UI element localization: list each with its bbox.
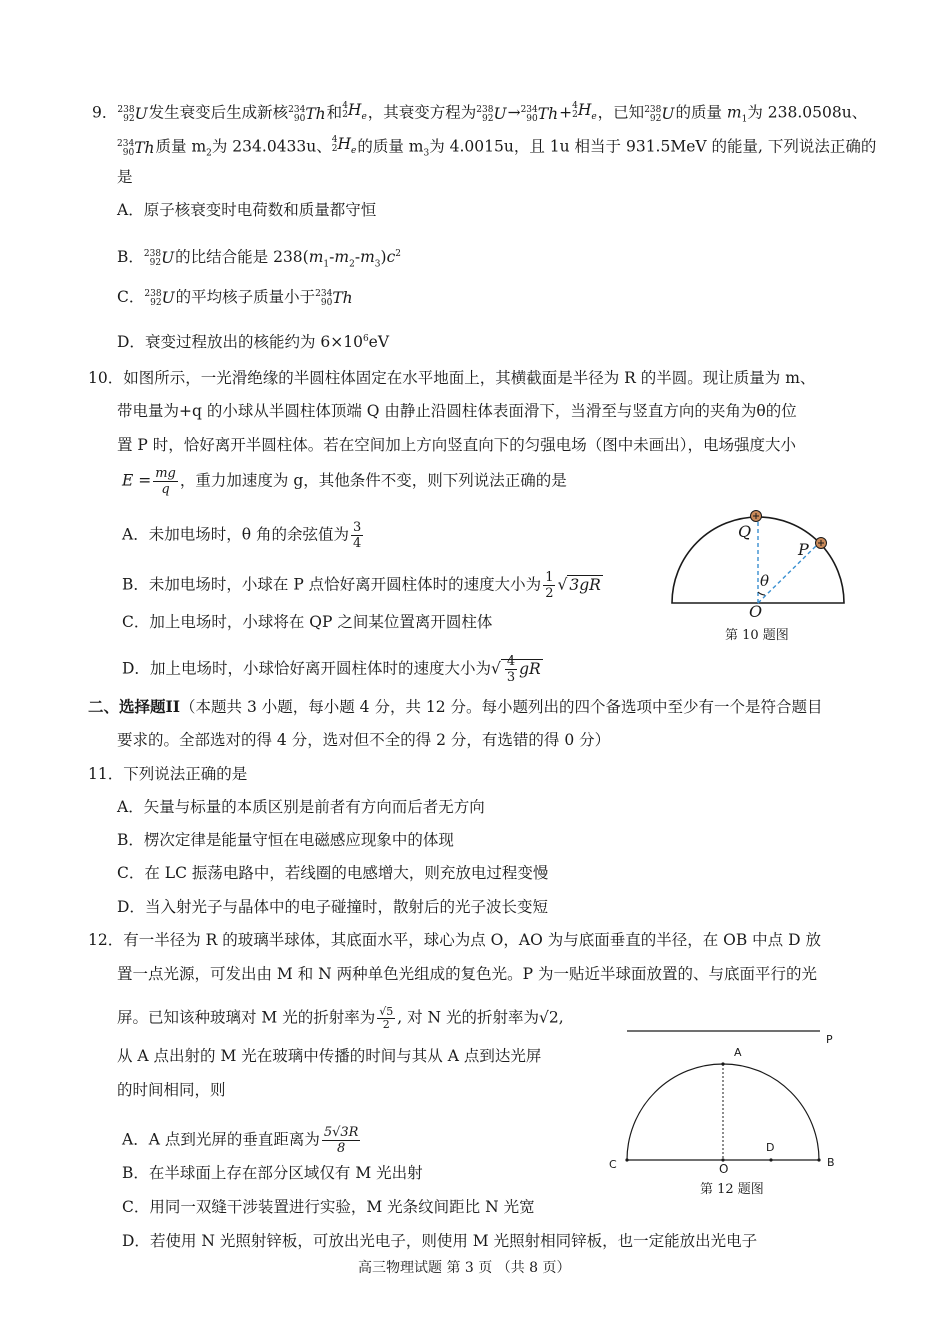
q12-option-b: B．在半球面上存在部分区域仅有 M 光出射 <box>122 1164 423 1182</box>
figure-12-hemisphere <box>620 1025 840 1165</box>
q10-line2: 带电量为+q 的小球从半圆柱体顶端 Q 由静止沿圆柱体表面滑下，当滑至与竖直方向的夹角为θ的位 <box>117 402 797 420</box>
figure-12-label-c: C <box>609 1158 617 1171</box>
figure-10-label-q: Q <box>738 522 752 541</box>
section-2-line2: 要求的。全部选对的得 4 分，选对但不全的得 2 分，有选错的得 0 分） <box>117 731 611 749</box>
question-number: 9． <box>92 103 118 122</box>
q9-line3: 是 <box>117 168 133 186</box>
q9-line1: 9． 238 92 U发生衰变后生成新核 234 90 Th和 4 2 $H_e$，其衰变方程为 238 92 U→ 234 90 Th+ 4 2 $H_e$，已知 238 92 U的质量 $m_1$为 238.0508u、 <box>92 100 867 130</box>
q10-option-c: C．加上电场时，小球将在 QP 之间某位置离开圆柱体 <box>122 613 493 631</box>
q12-option-a: A．A 点到光屏的垂直距离为 $\frac{5√3R}{8}$ <box>122 1125 359 1156</box>
figure-10-label-o: O <box>749 602 763 621</box>
point-c-icon <box>625 1158 628 1161</box>
figure-12-label-a: A <box>734 1046 742 1059</box>
q10-option-a: A．未加电场时，θ 角的余弦值为 $\frac{3}{4}$ <box>122 520 362 551</box>
q11-option-a: A．矢量与标量的本质区别是前者有方向而后者无方向 <box>117 798 485 816</box>
q10-line3: 置 P 时，恰好离开半圆柱体。若在空间加上方向竖直向下的匀强电场（图中未画出），电场强度大小 <box>117 436 797 454</box>
q11-stem: 11．下列说法正确的是 <box>88 765 248 783</box>
point-b-icon <box>817 1158 820 1161</box>
nuclide-th234: 234 90 Th <box>288 104 326 124</box>
q9-option-d: D．衰变过程放出的核能约为 $6\times 10^6eV$ <box>117 333 390 352</box>
figure-10-label-theta: θ <box>760 572 770 590</box>
figure-12-label-p: P <box>826 1033 833 1046</box>
figure-12-label-b: B <box>827 1156 835 1169</box>
q9-option-c: C． 238 92 U的平均核子质量小于 234 90 Th <box>117 288 353 308</box>
q10-option-d: D．加上电场时，小球恰好离开圆柱体时的速度大小为√ $\frac{4}{3}$ gR <box>122 654 541 685</box>
page-footer: 高三物理试题 第 3 页 （共 8 页） <box>358 1260 571 1276</box>
figure-10-label-p: P <box>798 540 809 559</box>
q9-line2: 234 90 Th质量 $m_2$为 234.0433u、 4 2 $H_e$的质量 $m_3$为 4.0015u，且 1u 相当于 931.5MeV 的能量, 下列说法正确的 <box>117 135 877 159</box>
nuclide-he4: 4 2 $H_e$ <box>342 101 367 123</box>
figure-10-caption: 第 10 题图 <box>725 628 789 643</box>
q11-option-d: D．当入射光子与晶体中的电子碰撞时，散射后的光子波长变短 <box>117 898 548 916</box>
q10-line4: E = $\frac{mg}{q}$ ，重力加速度为 g，其他条件不变，则下列说法正确的是 <box>122 466 567 497</box>
figure-12-caption: 第 12 题图 <box>700 1182 764 1197</box>
q12-option-d: D．若使用 N 光照射锌板，可放出光电子，则使用 M 光照射相同锌板，也一定能放出光电子 <box>122 1232 758 1250</box>
q12-line4: 从 A 点出射的 M 光在玻璃中传播的时间与其从 A 点到达光屏 <box>117 1047 542 1065</box>
point-d-icon <box>769 1158 772 1161</box>
q12-option-c: C．用同一双缝干涉装置进行实验，M 光条纹间距比 N 光宽 <box>122 1198 535 1216</box>
figure-12-label-o: O <box>719 1162 729 1176</box>
q10-option-b: B．未加电场时，小球在 P 点恰好离开圆柱体时的速度大小为 $\frac{1}{2}$ √ 3gR <box>122 570 601 601</box>
point-a-icon <box>721 1062 724 1065</box>
q12-line3: 屏。已知该种玻璃对 M 光的折射率为 $\frac{√5}{2}$ , 对 N 光的折射率为√2, <box>117 1005 564 1031</box>
section-2-heading: 二、选择题II（本题共 3 小题，每小题 4 分，共 12 分。每小题列出的四个备选项中至少有一个是符合题目 <box>88 697 823 716</box>
q12-line5: 的时间相同，则 <box>117 1081 226 1099</box>
q12-line1: 12．有一半径为 R 的玻璃半球体，其底面水平，球心为点 O，AO 为与底面垂直的半径，在 OB 中点 D 放 <box>88 931 821 949</box>
q11-option-b: B．楞次定律是能量守恒在电磁感应现象中的体现 <box>117 831 454 849</box>
q12-line2: 置一点光源，可发出由 M 和 N 两种单色光组成的复色光。P 为一贴近半球面放置的、与底面平行的光 <box>117 965 818 983</box>
q11-option-c: C．在 LC 振荡电路中，若线圈的电感增大，则充放电过程变慢 <box>117 864 549 882</box>
nuclide-u238: 238 92 U <box>117 104 148 124</box>
q10-line1: 10．如图所示，一光滑绝缘的半圆柱体固定在水平地面上，其横截面是半径为 R 的半圆。现让质量为 m、 <box>88 369 816 387</box>
q9-option-b: B． 238 92 U的比结合能是 $238(m_1-m_2-m_3)c^2$ <box>117 248 402 270</box>
q9-option-a: A．原子核衰变时电荷数和质量都守恒 <box>117 201 377 219</box>
figure-12-label-d: D <box>766 1141 775 1154</box>
